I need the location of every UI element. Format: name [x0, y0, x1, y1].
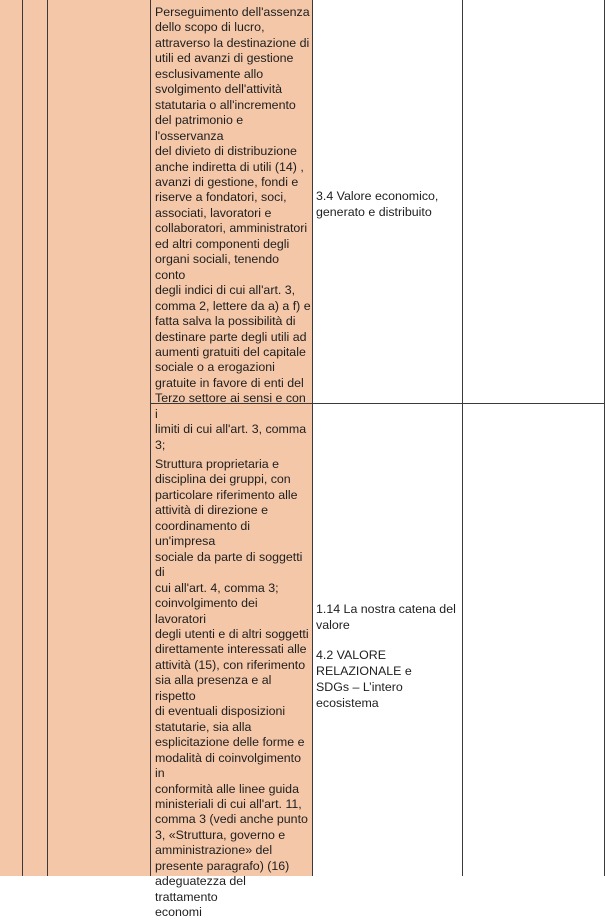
- spacer: [316, 633, 460, 647]
- column-divider: [22, 0, 23, 876]
- reference-text: 4.2 VALORE RELAZIONALE e SDGs – L’intero ecosistema: [316, 648, 412, 710]
- reference-text: 1.14 La nostra catena del valore: [316, 602, 456, 632]
- reference-text: 3.4 Valore economico, generato e distribuito: [316, 189, 439, 219]
- column-divider: [312, 0, 313, 876]
- requirement-text: Struttura proprietaria e disciplina dei gruppi, con particolare riferimento alle attività di direzione e coordinamento di un'impresa sociale da parte di soggetti di cui all'art. 4, comma 3; coinvolgimento dei lavoratori degli utenti e di altri soggetti direttamente interessati alle attività (15), con riferimento sia alla presenza e al rispetto di eventuali disposizioni statutarie, sia alla esplicitazione delle forme e modalità di coinvolgimento in conformità alle linee guida ministeriali di cui all'art. 11, comma 3 (vedi anche punto 3, «Struttura, governo e amministrazione» del presente paragrafo) (16) adeguatezza del trattamento economi: [155, 457, 309, 920]
- column-divider: [462, 0, 463, 876]
- reference-list: [316, 601, 460, 711]
- section-column-cell: [47, 0, 150, 876]
- column-divider: [150, 0, 151, 876]
- column-divider: [47, 0, 48, 876]
- index-column-cell: [0, 0, 47, 876]
- notes-cell-row-1: [462, 0, 605, 404]
- requirement-text: Perseguimento dell'assenza dello scopo di lucro, attraverso la destinazione di utili ed avanzi di gestione esclusivamente allo svolgimento dell'attività statutaria o all'incremento del patrimonio e l'osservanza del divieto di distribuzione anche indiretta di utili (14) , avanzi di gestione, fondi e riserve a fondatori, soci, associati, lavoratori e collaboratori, amministratori ed altri componenti degli organi sociali, tenendo conto degli indici di cui all'art. 3, comma 2, lettere da a) a f) e fatta salva la possibilità di destinare parte degli utili ad aumenti gratuiti del capitale sociale o a erogazioni gratuite in favore di enti del Terzo settore ai sensi e con i limiti di cui all'art. 3, comma 3;: [155, 5, 311, 452]
- notes-cell-row-2: [462, 404, 605, 876]
